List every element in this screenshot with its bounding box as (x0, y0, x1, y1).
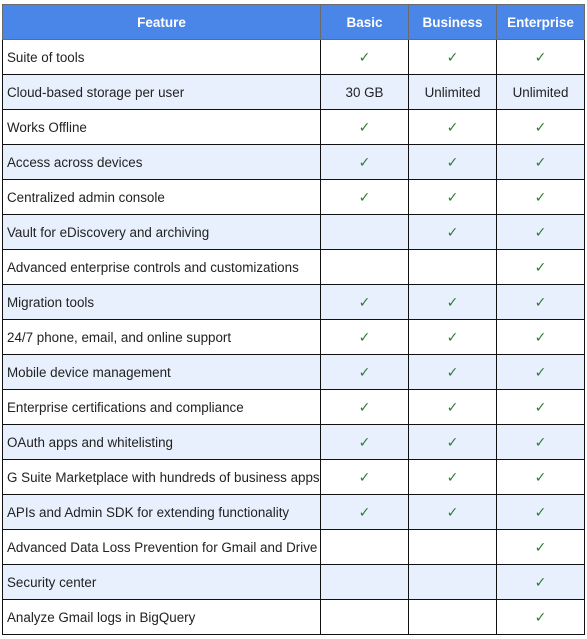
table-row (3, 320, 585, 355)
enterprise-cell (497, 110, 585, 145)
check-icon: ✓ (446, 363, 459, 380)
table-row (3, 565, 585, 600)
feature-cell: Centralized admin console (3, 180, 321, 215)
basic-cell (321, 285, 409, 320)
enterprise-cell (497, 320, 585, 355)
check-icon: ✓ (358, 468, 371, 485)
table-body (3, 40, 585, 635)
enterprise-cell (497, 425, 585, 460)
basic-cell (321, 495, 409, 530)
table-row (3, 355, 585, 390)
feature-cell: Cloud-based storage per user (3, 75, 321, 110)
check-icon: ✓ (446, 398, 459, 415)
check-icon: ✓ (534, 363, 547, 380)
table-row (3, 600, 585, 635)
enterprise-cell (497, 75, 585, 110)
table-row (3, 425, 585, 460)
check-icon: ✓ (358, 48, 371, 65)
table-row (3, 390, 585, 425)
check-icon: ✓ (534, 433, 547, 450)
check-icon: ✓ (446, 153, 459, 170)
enterprise-cell (497, 530, 585, 565)
basic-cell (321, 425, 409, 460)
header-feature: Feature (3, 5, 321, 40)
table-row (3, 180, 585, 215)
check-icon: ✓ (534, 503, 547, 520)
basic-cell (321, 600, 409, 635)
check-icon: ✓ (534, 188, 547, 205)
feature-cell: Vault for eDiscovery and archiving (3, 215, 321, 250)
basic-cell (321, 75, 409, 110)
table-row (3, 40, 585, 75)
business-cell (409, 460, 497, 495)
business-cell (409, 250, 497, 285)
check-icon: ✓ (358, 398, 371, 415)
feature-cell: Advanced enterprise controls and customizations (3, 250, 321, 285)
business-cell (409, 110, 497, 145)
feature-cell: Security center (3, 565, 321, 600)
business-cell (409, 355, 497, 390)
check-icon: ✓ (446, 503, 459, 520)
header-enterprise: Enterprise (497, 5, 585, 40)
enterprise-cell (497, 215, 585, 250)
business-cell (409, 75, 497, 110)
check-icon: ✓ (534, 468, 547, 485)
check-icon: ✓ (446, 433, 459, 450)
feature-cell: Works Offline (3, 110, 321, 145)
check-icon: ✓ (446, 223, 459, 240)
check-icon: ✓ (358, 433, 371, 450)
feature-cell: OAuth apps and whitelisting (3, 425, 321, 460)
check-icon: ✓ (534, 293, 547, 310)
basic-cell (321, 250, 409, 285)
basic-cell (321, 355, 409, 390)
table-row (3, 215, 585, 250)
header-business: Business (409, 5, 497, 40)
table-row (3, 110, 585, 145)
basic-cell (321, 530, 409, 565)
check-icon: ✓ (534, 258, 547, 275)
feature-cell: Migration tools (3, 285, 321, 320)
enterprise-cell (497, 460, 585, 495)
business-cell (409, 285, 497, 320)
business-cell (409, 495, 497, 530)
enterprise-cell (497, 495, 585, 530)
basic-cell (321, 320, 409, 355)
check-icon: ✓ (534, 328, 547, 345)
feature-cell: Analyze Gmail logs in BigQuery (3, 600, 321, 635)
enterprise-cell (497, 40, 585, 75)
business-cell (409, 40, 497, 75)
basic-cell (321, 390, 409, 425)
feature-cell: Access across devices (3, 145, 321, 180)
feature-cell: Suite of tools (3, 40, 321, 75)
check-icon: ✓ (358, 118, 371, 135)
check-icon: ✓ (358, 188, 371, 205)
check-icon: ✓ (358, 363, 371, 380)
business-cell (409, 180, 497, 215)
basic-cell (321, 180, 409, 215)
check-icon: ✓ (446, 293, 459, 310)
check-icon: ✓ (358, 503, 371, 520)
basic-cell (321, 460, 409, 495)
feature-cell: APIs and Admin SDK for extending functionality (3, 495, 321, 530)
enterprise-cell (497, 250, 585, 285)
feature-cell: Enterprise certifications and compliance (3, 390, 321, 425)
basic-value: 30 GB (345, 84, 384, 100)
enterprise-value: Unlimited (512, 84, 569, 100)
business-cell (409, 600, 497, 635)
check-icon: ✓ (446, 48, 459, 65)
business-cell (409, 425, 497, 460)
comparison-table-container (2, 4, 584, 635)
check-icon: ✓ (358, 153, 371, 170)
feature-cell: Advanced Data Loss Prevention for Gmail and Drive (3, 530, 321, 565)
table-row (3, 75, 585, 110)
header-basic: Basic (321, 5, 409, 40)
enterprise-cell (497, 180, 585, 215)
check-icon: ✓ (358, 328, 371, 345)
check-icon: ✓ (446, 468, 459, 485)
feature-cell: Mobile device management (3, 355, 321, 390)
check-icon: ✓ (534, 398, 547, 415)
check-icon: ✓ (534, 538, 547, 555)
table-row (3, 460, 585, 495)
table-row (3, 530, 585, 565)
check-icon: ✓ (534, 573, 547, 590)
basic-cell (321, 110, 409, 145)
check-icon: ✓ (534, 608, 547, 625)
check-icon: ✓ (534, 153, 547, 170)
table-row (3, 145, 585, 180)
enterprise-cell (497, 145, 585, 180)
business-cell (409, 145, 497, 180)
check-icon: ✓ (534, 118, 547, 135)
enterprise-cell (497, 355, 585, 390)
business-cell (409, 565, 497, 600)
check-icon: ✓ (534, 48, 547, 65)
enterprise-cell (497, 600, 585, 635)
table-row (3, 250, 585, 285)
table-row (3, 495, 585, 530)
feature-cell: G Suite Marketplace with hundreds of business apps (3, 460, 321, 495)
business-value: Unlimited (424, 84, 481, 100)
basic-cell (321, 145, 409, 180)
business-cell (409, 215, 497, 250)
check-icon: ✓ (358, 293, 371, 310)
enterprise-cell (497, 390, 585, 425)
check-icon: ✓ (446, 188, 459, 205)
basic-cell (321, 215, 409, 250)
enterprise-cell (497, 285, 585, 320)
table-row (3, 285, 585, 320)
plan-comparison-table (2, 4, 585, 635)
business-cell (409, 530, 497, 565)
header-row (3, 5, 585, 40)
check-icon: ✓ (446, 328, 459, 345)
basic-cell (321, 40, 409, 75)
enterprise-cell (497, 565, 585, 600)
check-icon: ✓ (534, 223, 547, 240)
check-icon: ✓ (446, 118, 459, 135)
feature-cell: 24/7 phone, email, and online support (3, 320, 321, 355)
business-cell (409, 390, 497, 425)
basic-cell (321, 565, 409, 600)
business-cell (409, 320, 497, 355)
